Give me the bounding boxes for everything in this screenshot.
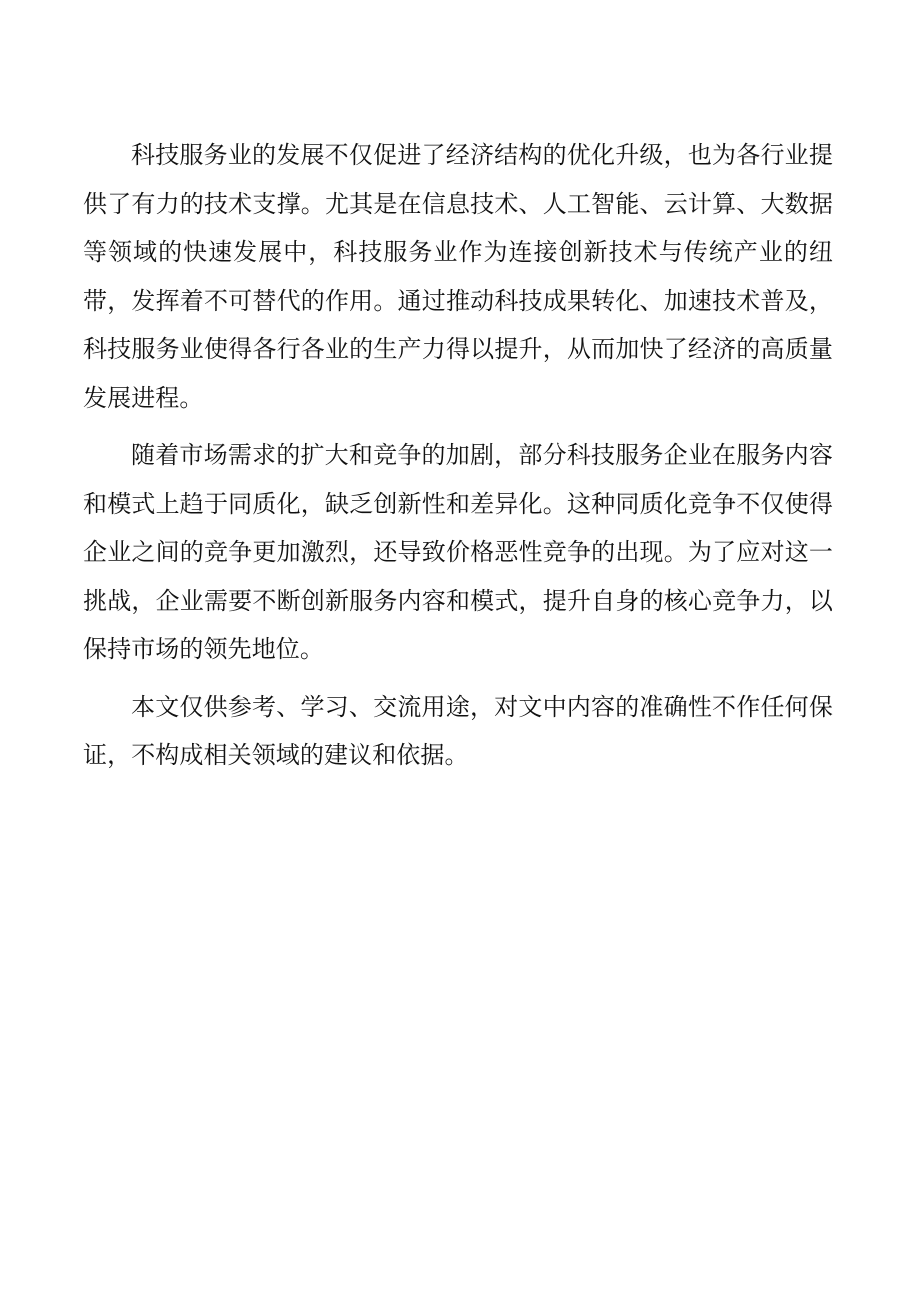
- paragraph-2: 随着市场需求的扩大和竞争的加剧，部分科技服务企业在服务内容和模式上趋于同质化，缺乏创新性和差异化。这种同质化竞争不仅使得企业之间的竞争更加激烈，还导致价格恶性竞争的出现。为了应对这一挑战，企业需要不断创新服务内容和模式，提升自身的核心竞争力，以保持市场的领先地位。: [83, 441, 833, 663]
- paragraph-1: 科技服务业的发展不仅促进了经济结构的优化升级，也为各行业提供了有力的技术支撑。尤其是在信息技术、人工智能、云计算、大数据等领域的快速发展中，科技服务业作为连接创新技术与传统产业的纽带，发挥着不可替代的作用。通过推动科技成果转化、加速技术普及，科技服务业使得各行各业的生产力得以提升，从而加快了经济的高质量发展进程。: [83, 141, 833, 412]
- paragraph-3: 本文仅供参考、学习、交流用途，对文中内容的准确性不作任何保证，不构成相关领域的建议和依据。: [83, 692, 833, 769]
- document-body: [83, 131, 833, 789]
